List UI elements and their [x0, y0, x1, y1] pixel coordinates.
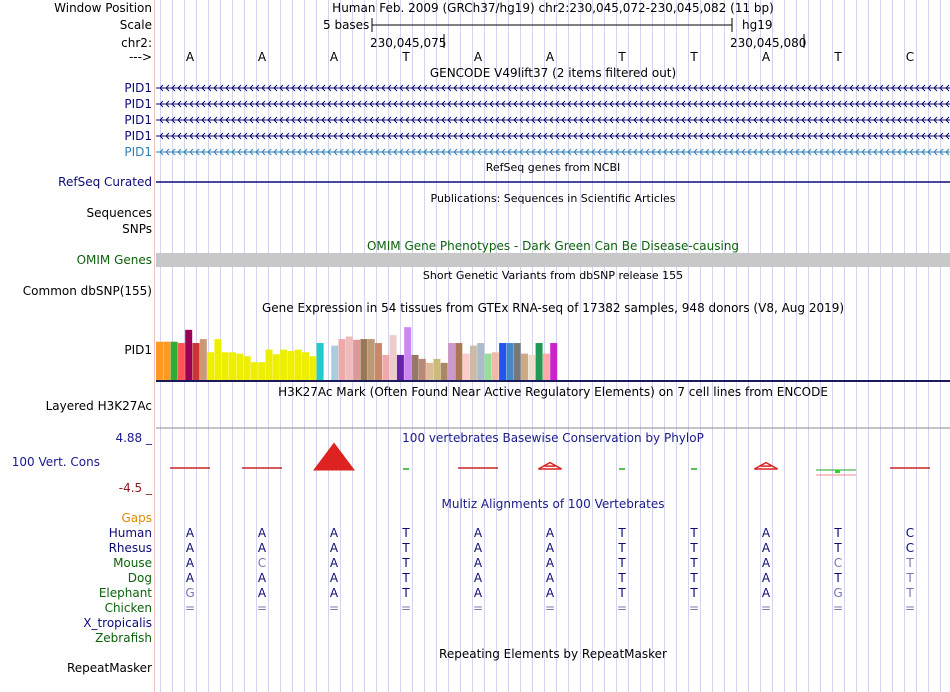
gtex-tissue-bar[interactable] — [258, 362, 265, 380]
tick-label-1: 230,045,075 — [370, 36, 447, 50]
publications-snps-label[interactable]: SNPs — [122, 222, 152, 236]
base-letter: T — [834, 50, 842, 64]
gtex-tissue-bar[interactable] — [163, 342, 170, 380]
multiz-base: = — [689, 601, 700, 615]
gencode-transcript-line[interactable] — [156, 117, 950, 123]
repeatmasker-label[interactable]: RepeatMasker — [66, 661, 152, 675]
multiz-base: A — [257, 571, 267, 585]
multiz-base: A — [545, 526, 555, 540]
scale-bar — [370, 17, 736, 33]
gencode-title[interactable]: GENCODE V49lift37 (2 items filtered out) — [429, 66, 677, 80]
gtex-tissue-bar[interactable] — [375, 343, 382, 380]
gtex-tissue-bar[interactable] — [550, 343, 557, 380]
publications-sequences-label[interactable]: Sequences — [86, 206, 152, 220]
multiz-base: C — [257, 556, 267, 570]
multiz-base: T — [402, 571, 410, 585]
multiz-base: A — [185, 556, 195, 570]
gtex-tissue-bar[interactable] — [200, 339, 207, 380]
tick-mark-2 — [803, 34, 805, 48]
multiz-base: = — [833, 601, 844, 615]
gtex-tissue-bar[interactable] — [543, 354, 550, 380]
multiz-base: T — [402, 586, 410, 600]
base-letter: A — [761, 50, 771, 64]
chrom-label: chr2: — [121, 36, 152, 50]
h3k27ac-baseline — [156, 426, 950, 430]
phylop-min-label: -4.5 _ — [118, 481, 152, 495]
gtex-tissue-bar[interactable] — [433, 359, 440, 380]
h3k27ac-label[interactable]: Layered H3K27Ac — [45, 399, 152, 413]
base-letter: A — [185, 50, 195, 64]
multiz-base: T — [906, 571, 914, 585]
multiz-base: A — [473, 541, 483, 555]
dbsnp-title[interactable]: Short Genetic Variants from dbSNP release 155 — [422, 269, 684, 282]
gtex-tissue-bar[interactable] — [521, 354, 528, 380]
gtex-tissue-bar[interactable] — [390, 335, 397, 380]
multiz-base: = — [545, 601, 556, 615]
phylop-max-label: 4.88 _ — [115, 431, 152, 445]
multiz-base: A — [473, 526, 483, 540]
scale-value: 5 bases — [323, 18, 370, 32]
multiz-base: A — [185, 571, 195, 585]
gencode-transcript-line[interactable] — [156, 133, 950, 139]
gencode-transcript-label[interactable]: PID1 — [124, 97, 152, 111]
gencode-transcript-line[interactable] — [156, 85, 950, 91]
gencode-transcript-label[interactable]: PID1 — [124, 113, 152, 127]
multiz-base: T — [834, 571, 842, 585]
multiz-species-label[interactable]: Rhesus — [108, 541, 152, 555]
gencode-transcript-label[interactable]: PID1 — [124, 81, 152, 95]
multiz-base: A — [545, 586, 555, 600]
multiz-base: A — [329, 541, 339, 555]
base-letter: T — [690, 50, 698, 64]
multiz-base: A — [761, 571, 771, 585]
omim-label[interactable]: OMIM Genes — [76, 253, 152, 267]
base-letter: A — [257, 50, 267, 64]
label-panel-separator — [154, 0, 155, 692]
gtex-tissue-bar[interactable] — [360, 339, 367, 380]
gtex-tissue-bar[interactable] — [222, 352, 229, 380]
gtex-tissue-bar[interactable] — [448, 343, 455, 380]
gtex-tissue-bar[interactable] — [207, 352, 214, 380]
refseq-label[interactable]: RefSeq Curated — [58, 175, 152, 189]
multiz-base: A — [761, 586, 771, 600]
refseq-track[interactable] — [156, 176, 950, 188]
multiz-base: T — [690, 586, 698, 600]
gtex-tissue-bar[interactable] — [236, 354, 243, 380]
multiz-species-label[interactable]: X_tropicalis — [83, 616, 152, 630]
multiz-species-label[interactable]: Human — [108, 526, 152, 540]
multiz-base: = — [761, 601, 772, 615]
scale-db: hg19 — [742, 18, 773, 32]
multiz-base: A — [761, 556, 771, 570]
base-letter: C — [905, 50, 915, 64]
multiz-base: T — [834, 541, 842, 555]
multiz-base: T — [690, 526, 698, 540]
gtex-tissue-bar[interactable] — [273, 354, 280, 380]
multiz-base: G — [185, 586, 195, 600]
multiz-base: T — [618, 556, 626, 570]
gtex-tissue-bar[interactable] — [266, 350, 273, 380]
multiz-title[interactable]: Multiz Alignments of 100 Vertebrates — [441, 497, 665, 511]
gtex-barchart[interactable] — [156, 314, 950, 384]
tick-mark-1 — [443, 34, 445, 48]
multiz-base: T — [690, 541, 698, 555]
phylop-label[interactable]: 100 Vert. Cons — [11, 455, 100, 469]
omim-gene-bar[interactable] — [156, 253, 950, 267]
gtex-tissue-bar[interactable] — [528, 355, 535, 380]
gtex-tissue-bar[interactable] — [317, 343, 324, 380]
multiz-base: C — [905, 526, 915, 540]
multiz-base: A — [761, 541, 771, 555]
tick-label-2: 230,045,080 — [730, 36, 807, 50]
gtex-tissue-bar[interactable] — [353, 340, 360, 380]
multiz-species-label[interactable]: Elephant — [98, 586, 152, 600]
multiz-base: A — [185, 541, 195, 555]
gtex-tissue-bar[interactable] — [419, 359, 426, 380]
multiz-base: A — [329, 556, 339, 570]
gtex-tissue-bar[interactable] — [506, 343, 513, 380]
base-letter: A — [329, 50, 339, 64]
multiz-base: A — [473, 556, 483, 570]
multiz-base: T — [906, 556, 914, 570]
gtex-label[interactable]: PID1 — [124, 343, 152, 357]
base-letter: A — [473, 50, 483, 64]
gencode-transcript-line[interactable] — [156, 101, 950, 107]
scale-label: Scale — [119, 18, 152, 32]
gtex-tissue-bar[interactable] — [185, 330, 192, 380]
gtex-tissue-bar[interactable] — [156, 342, 163, 380]
multiz-base: A — [257, 541, 267, 555]
multiz-base: A — [257, 586, 267, 600]
base-letter: T — [402, 50, 410, 64]
multiz-base: T — [690, 556, 698, 570]
multiz-base: A — [329, 586, 339, 600]
multiz-base: = — [905, 601, 916, 615]
gtex-tissue-bar[interactable] — [339, 339, 346, 380]
gtex-tissue-bar[interactable] — [309, 356, 316, 380]
multiz-base: T — [690, 571, 698, 585]
multiz-base: A — [257, 526, 267, 540]
gtex-tissue-bar[interactable] — [397, 355, 404, 380]
multiz-base: = — [185, 601, 196, 615]
multiz-gaps-label[interactable]: Gaps — [121, 511, 152, 525]
gtex-tissue-bar[interactable] — [426, 363, 433, 380]
gtex-tissue-bar[interactable] — [441, 363, 448, 380]
gtex-tissue-bar[interactable] — [558, 368, 565, 380]
multiz-base: = — [401, 601, 412, 615]
gtex-tissue-bar[interactable] — [455, 343, 462, 380]
gencode-transcript-line[interactable] — [156, 149, 950, 155]
gtex-tissue-bar[interactable] — [382, 355, 389, 380]
multiz-species-label[interactable]: Zebrafish — [95, 631, 152, 645]
multiz-species-label[interactable]: Dog — [127, 571, 152, 585]
multiz-base: A — [329, 526, 339, 540]
window-position-label: Window Position — [54, 1, 152, 15]
gtex-tissue-bar[interactable] — [368, 339, 375, 380]
gtex-tissue-bar[interactable] — [287, 351, 294, 380]
gtex-tissue-bar[interactable] — [514, 343, 521, 380]
gtex-tissue-bar[interactable] — [214, 339, 221, 380]
multiz-base: C — [833, 556, 843, 570]
gtex-tissue-bar[interactable] — [470, 346, 477, 380]
gtex-title[interactable]: Gene Expression in 54 tissues from GTEx RNA-seq of 17382 samples, 948 donors (V8, Aug 2019) — [261, 301, 845, 315]
multiz-base: A — [545, 556, 555, 570]
multiz-base: C — [905, 541, 915, 555]
multiz-base: A — [473, 586, 483, 600]
assembly-position-text: Human Feb. 2009 (GRCh37/hg19) chr2:230,045,072-230,045,082 (11 bp) — [332, 1, 774, 15]
multiz-base: A — [473, 571, 483, 585]
gtex-tissue-bar[interactable] — [229, 352, 236, 380]
gencode-transcript-label[interactable]: PID1 — [124, 145, 152, 159]
multiz-base: = — [473, 601, 484, 615]
multiz-base: = — [257, 601, 268, 615]
gtex-tissue-bar[interactable] — [280, 350, 287, 380]
multiz-base: T — [618, 571, 626, 585]
gtex-tissue-bar[interactable] — [178, 343, 185, 380]
gtex-tissue-bar[interactable] — [171, 342, 178, 380]
phylop-negative-mark — [816, 470, 856, 475]
gtex-tissue-bar[interactable] — [331, 346, 338, 380]
gtex-tissue-bar[interactable] — [295, 350, 302, 380]
gtex-tissue-bar[interactable] — [251, 362, 258, 380]
multiz-base: = — [329, 601, 340, 615]
multiz-base: T — [618, 526, 626, 540]
repeatmasker-title[interactable]: Repeating Elements by RepeatMasker — [439, 647, 667, 661]
gtex-tissue-bar[interactable] — [302, 352, 309, 380]
multiz-base: T — [906, 586, 914, 600]
gencode-track[interactable] — [156, 80, 950, 160]
gtex-tissue-bar[interactable] — [485, 354, 492, 380]
dbsnp-label[interactable]: Common dbSNP(155) — [22, 284, 152, 298]
multiz-base: T — [402, 526, 410, 540]
gencode-transcript-label[interactable]: PID1 — [124, 129, 152, 143]
phylop-title[interactable]: 100 vertebrates Basewise Conservation by PhyloP — [402, 431, 704, 445]
phylop-peak — [754, 463, 777, 469]
phylop-peak — [316, 445, 352, 469]
gtex-tissue-bar[interactable] — [244, 356, 251, 380]
multiz-base: T — [402, 556, 410, 570]
gtex-tissue-bar[interactable] — [193, 343, 200, 380]
gtex-tissue-bar[interactable] — [477, 343, 484, 380]
multiz-base: A — [185, 526, 195, 540]
multiz-base: A — [545, 541, 555, 555]
multiz-species-label[interactable]: Chicken — [104, 601, 152, 615]
multiz-base: = — [617, 601, 628, 615]
omim-title[interactable]: OMIM Gene Phenotypes - Dark Green Can Be Disease-causing — [366, 239, 740, 253]
gtex-tissue-bar[interactable] — [536, 343, 543, 380]
phylop-track[interactable] — [156, 440, 950, 490]
h3k27ac-title[interactable]: H3K27Ac Mark (Often Found Near Active Regulatory Elements) on 7 cell lines from ENCODE — [278, 385, 828, 399]
multiz-base: T — [402, 541, 410, 555]
gtex-tissue-bar[interactable] — [346, 336, 353, 380]
base-letter: T — [618, 50, 626, 64]
publications-title[interactable]: Publications: Sequences in Scientific Articles — [430, 192, 676, 205]
multiz-base: T — [618, 541, 626, 555]
gtex-tissue-bar[interactable] — [463, 354, 470, 380]
phylop-peak — [538, 463, 561, 469]
gtex-tissue-bar[interactable] — [404, 327, 411, 380]
gtex-tissue-bar[interactable] — [499, 343, 506, 380]
gtex-tissue-bar[interactable] — [412, 355, 419, 380]
multiz-base: G — [833, 586, 843, 600]
multiz-species-label[interactable]: Mouse — [113, 556, 152, 570]
multiz-base: A — [545, 571, 555, 585]
base-letter: A — [545, 50, 555, 64]
multiz-base: T — [834, 526, 842, 540]
refseq-title[interactable]: RefSeq genes from NCBI — [485, 161, 621, 174]
strand-arrow-label: ---> — [128, 50, 152, 64]
multiz-base: A — [329, 571, 339, 585]
multiz-base: A — [761, 526, 771, 540]
multiz-base: T — [618, 586, 626, 600]
gtex-tissue-bar[interactable] — [492, 352, 499, 380]
